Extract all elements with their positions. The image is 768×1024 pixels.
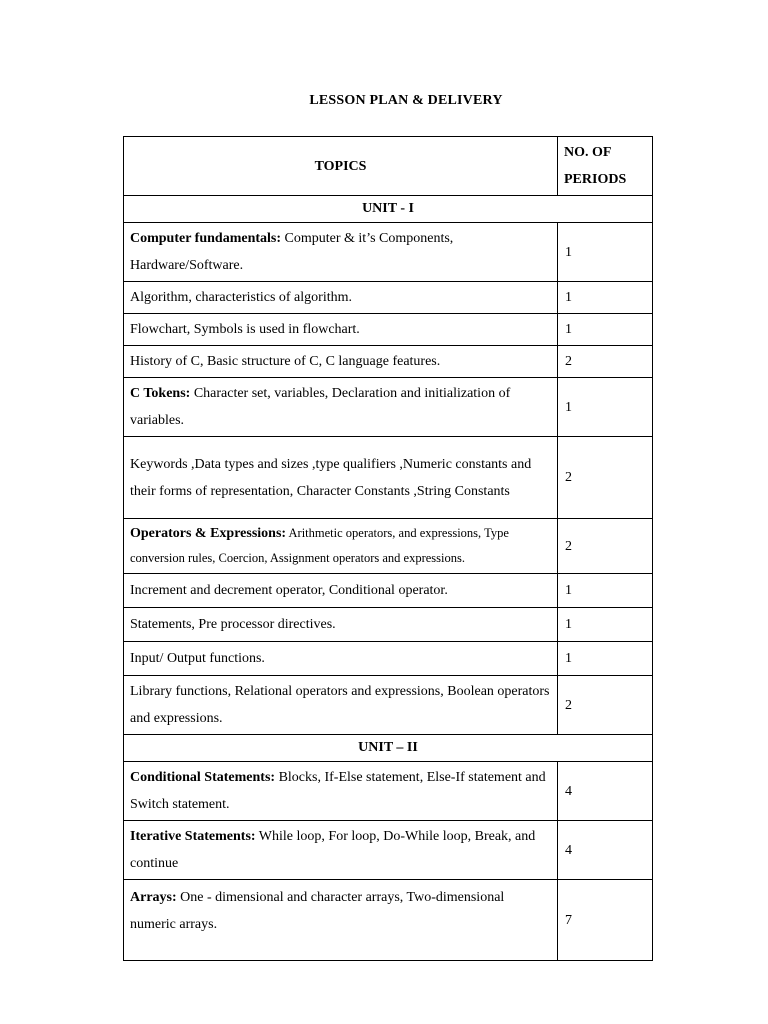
periods-cell: 1 <box>558 574 653 608</box>
header-topics: TOPICS <box>124 137 558 196</box>
periods-cell: 7 <box>558 880 653 961</box>
topic-text: Keywords ,Data types and sizes ,type qualifiers ,Numeric constants and their forms of representation, Character Constants ,String Constants <box>130 456 532 499</box>
topic-cell <box>124 519 558 574</box>
topic-text: Flowchart, Symbols is used in flowchart. <box>130 322 360 337</box>
periods-cell: 2 <box>558 346 653 378</box>
topic-bold: Conditional Statements: <box>130 770 276 785</box>
topic-bold: Arrays: <box>130 890 177 905</box>
periods-cell: 1 <box>558 642 653 676</box>
topic-bold: Computer fundamentals: <box>130 231 282 246</box>
topic-cell <box>124 762 558 821</box>
topic-text: Character set, variables, Declaration and initialization of variables. <box>130 386 511 428</box>
table-row <box>124 676 653 735</box>
topic-text: Algorithm, characteristics of algorithm. <box>130 290 352 305</box>
topic-cell <box>124 608 558 642</box>
periods-cell: 1 <box>558 608 653 642</box>
table-row <box>124 821 653 880</box>
topic-text: One - dimensional and character arrays, Two-dimensional numeric arrays. <box>130 890 505 932</box>
topic-text: History of C, Basic structure of C, C language features. <box>130 354 441 369</box>
table-row <box>124 437 653 519</box>
topic-cell <box>124 346 558 378</box>
periods-cell: 1 <box>558 378 653 437</box>
periods-cell: 1 <box>558 223 653 282</box>
topic-bold: Operators & Expressions: <box>130 526 287 541</box>
table-row <box>124 314 653 346</box>
lesson-plan-table <box>123 136 653 961</box>
table-row <box>124 378 653 437</box>
unit-header-row <box>124 196 653 223</box>
topic-cell <box>124 223 558 282</box>
table-row <box>124 223 653 282</box>
periods-cell: 2 <box>558 519 653 574</box>
periods-cell: 4 <box>558 762 653 821</box>
topic-cell <box>124 378 558 437</box>
topic-cell <box>124 642 558 676</box>
table-row <box>124 880 653 961</box>
topic-cell <box>124 282 558 314</box>
table-row <box>124 282 653 314</box>
unit-header-row <box>124 735 653 762</box>
unit-label: UNIT – II <box>124 735 653 762</box>
topic-text: Library functions, Relational operators and expressions, Boolean operators and expressions. <box>130 684 550 726</box>
topic-bold: Iterative Statements: <box>130 829 256 844</box>
table-row <box>124 642 653 676</box>
topic-text: Statements, Pre processor directives. <box>130 617 336 632</box>
table-row <box>124 574 653 608</box>
table-row <box>124 346 653 378</box>
topic-text: Arithmetic operators, and expressions, Type conversion rules, Coercion, Assignment operators and expressions. <box>130 526 509 565</box>
periods-cell: 1 <box>558 314 653 346</box>
periods-cell: 1 <box>558 282 653 314</box>
topic-cell <box>124 676 558 735</box>
topic-cell <box>124 880 558 961</box>
table-row <box>124 519 653 574</box>
table-header-row <box>124 137 653 196</box>
table-row <box>124 608 653 642</box>
topic-text: While loop, For loop, Do-While loop, Break, and continue <box>130 829 536 871</box>
unit-label: UNIT - I <box>124 196 653 223</box>
topic-cell <box>124 574 558 608</box>
periods-cell: 2 <box>558 676 653 735</box>
topic-cell <box>124 314 558 346</box>
topic-bold: C Tokens: <box>130 386 191 401</box>
topic-text: Computer & it’s Components, Hardware/Software. <box>130 231 454 273</box>
topic-text: Increment and decrement operator, Conditional operator. <box>130 583 448 598</box>
topic-text: Blocks, If-Else statement, Else-If statement and Switch statement. <box>130 770 546 812</box>
header-periods: NO. OF PERIODS <box>558 137 653 196</box>
document-title: LESSON PLAN & DELIVERY <box>309 93 503 108</box>
topic-cell <box>124 437 558 519</box>
table-row <box>124 762 653 821</box>
periods-cell: 4 <box>558 821 653 880</box>
topic-cell <box>124 821 558 880</box>
periods-cell: 2 <box>558 437 653 519</box>
topic-text: Input/ Output functions. <box>130 651 265 666</box>
